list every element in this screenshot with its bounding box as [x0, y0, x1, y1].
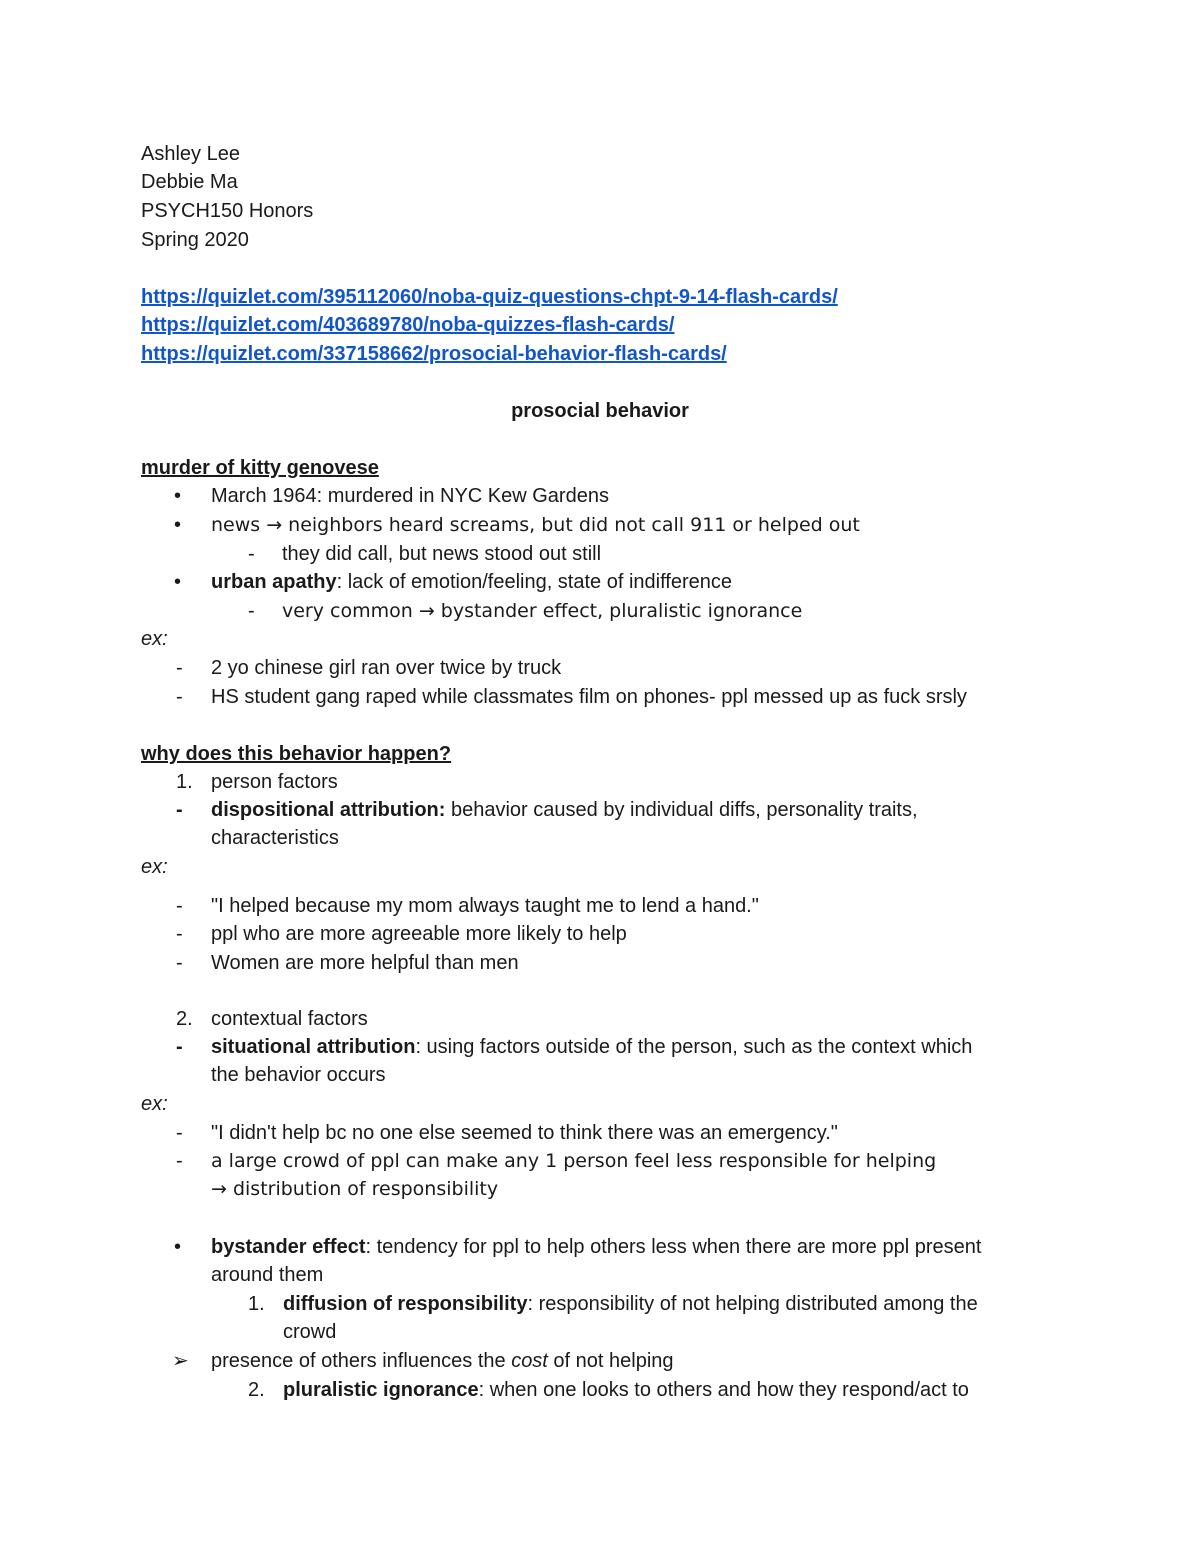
definition-continuation: around them: [211, 1264, 324, 1286]
number-marker: 1.: [248, 1293, 265, 1315]
list-item: news → neighbors heard screams, but did not call 911 or helped out: [211, 514, 860, 536]
term-urban-apathy: urban apathy: [211, 571, 337, 593]
section-heading-kitty-genovese: murder of kitty genovese: [141, 457, 379, 479]
quizlet-link-3[interactable]: https://quizlet.com/337158662/prosocial-behavior-flash-cards/: [141, 343, 727, 365]
list-item: Women are more helpful than men: [211, 952, 519, 974]
term: Spring 2020: [141, 229, 249, 251]
definition-text: : when one looks to others and how they respond/act to: [478, 1379, 969, 1401]
number-marker: 2.: [248, 1379, 265, 1401]
dash-marker: -: [176, 657, 183, 679]
list-item: "I didn't help bc no one else seemed to think there was an emergency.": [211, 1122, 838, 1144]
definition-continuation: the behavior occurs: [211, 1064, 386, 1086]
author-name-2: Debbie Ma: [141, 171, 238, 193]
text-span: of not helping: [547, 1350, 674, 1372]
list-item: person factors: [211, 771, 338, 793]
list-item: [211, 1233, 981, 1261]
list-item: March 1964: murdered in NYC Kew Gardens: [211, 485, 609, 507]
definition-text: : lack of emotion/feeling, state of indifference: [336, 571, 732, 593]
arrow-bullet-marker: ➢: [172, 1350, 189, 1372]
dash-marker: -: [176, 952, 183, 974]
dash-marker: -: [176, 1150, 183, 1172]
list-item: [211, 1347, 674, 1375]
dash-marker: -: [176, 895, 183, 917]
definition-continuation: characteristics: [211, 827, 339, 849]
dash-marker: -: [176, 1036, 183, 1058]
definition-text: behavior caused by individual diffs, personality traits,: [445, 799, 918, 821]
definition-continuation: crowd: [283, 1321, 337, 1343]
quizlet-link-1[interactable]: https://quizlet.com/395112060/noba-quiz-questions-chpt-9-14-flash-cards/: [141, 286, 838, 308]
definition-text: : responsibility of not helping distributed among the: [527, 1293, 978, 1315]
list-item: [283, 1290, 978, 1318]
example-label: ex:: [141, 628, 168, 650]
bullet-marker: •: [174, 514, 182, 536]
dash-marker: -: [176, 1122, 183, 1144]
term-situational-attribution: situational attribution: [211, 1036, 416, 1058]
definition-text: : tendency for ppl to help others less when there are more ppl present: [365, 1236, 982, 1258]
list-item: [211, 568, 732, 596]
document-title: prosocial behavior: [511, 400, 689, 422]
term-dispositional-attribution: dispositional attribution:: [211, 799, 446, 821]
list-item-continuation: → distribution of responsibility: [211, 1178, 499, 1200]
list-item: HS student gang raped while classmates film on phones- ppl messed up as fuck srsly: [211, 686, 967, 708]
course-name: PSYCH150 Honors: [141, 200, 314, 222]
list-item: a large crowd of ppl can make any 1 person feel less responsible for helping: [211, 1150, 937, 1172]
list-item: very common → bystander effect, pluralistic ignorance: [282, 600, 803, 622]
list-item: [211, 796, 918, 824]
dash-marker: -: [248, 600, 255, 622]
definition-text: : using factors outside of the person, such as the context which: [415, 1036, 973, 1058]
list-item: [283, 1376, 969, 1404]
term-pluralistic-ignorance: pluralistic ignorance: [283, 1379, 479, 1401]
dash-marker: -: [176, 686, 183, 708]
section-heading-why-behavior: why does this behavior happen?: [141, 743, 452, 765]
term-bystander-effect: bystander effect: [211, 1236, 366, 1258]
bullet-marker: •: [174, 485, 182, 507]
list-item: [211, 1033, 972, 1061]
quizlet-link-2[interactable]: https://quizlet.com/403689780/noba-quizzes-flash-cards/: [141, 314, 675, 336]
list-item: ppl who are more agreeable more likely to help: [211, 923, 627, 945]
list-item: 2 yo chinese girl ran over twice by truck: [211, 657, 562, 679]
emphasis-cost: cost: [511, 1350, 548, 1372]
bullet-marker: •: [174, 1236, 182, 1258]
number-marker: 1.: [176, 771, 193, 793]
dash-marker: -: [176, 923, 183, 945]
list-item: they did call, but news stood out still: [282, 543, 602, 565]
author-name-1: Ashley Lee: [141, 143, 240, 165]
number-marker: 2.: [176, 1008, 193, 1030]
example-label: ex:: [141, 1093, 168, 1115]
dash-marker: -: [176, 799, 183, 821]
bullet-marker: •: [174, 571, 182, 593]
term-diffusion-of-responsibility: diffusion of responsibility: [283, 1293, 528, 1315]
dash-marker: -: [248, 543, 255, 565]
list-item: contextual factors: [211, 1008, 368, 1030]
list-item: "I helped because my mom always taught me to lend a hand.": [211, 895, 759, 917]
example-label: ex:: [141, 856, 168, 878]
text-span: presence of others influences the: [211, 1350, 512, 1372]
